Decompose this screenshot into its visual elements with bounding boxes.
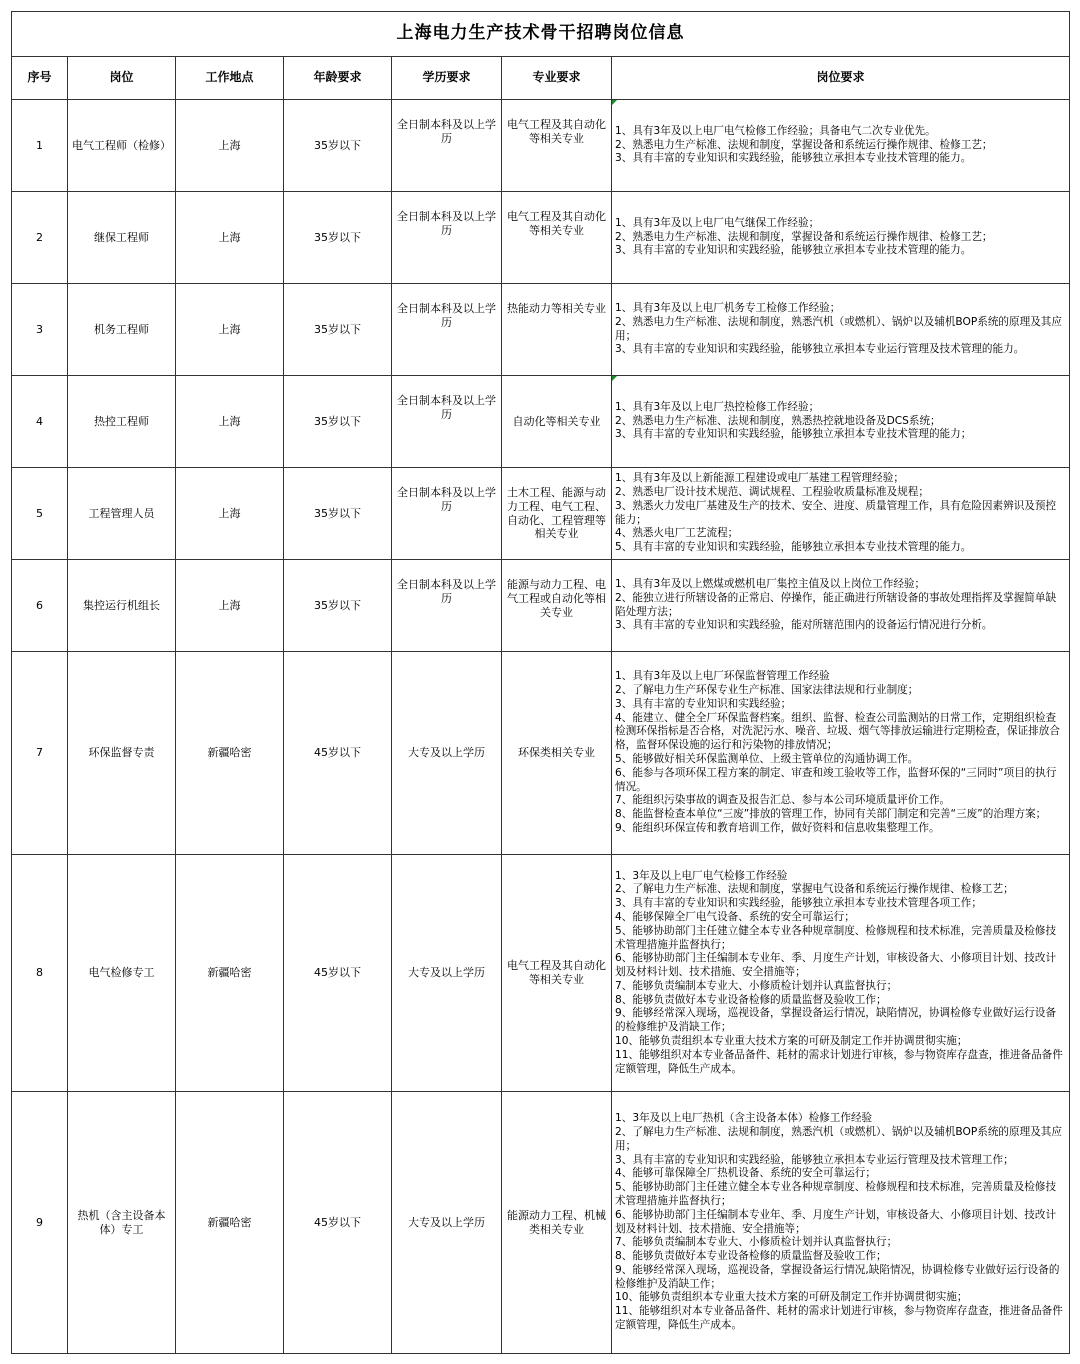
- row-education: 全日制本科及以上学历: [392, 100, 502, 192]
- table-row: [12, 1092, 1070, 1354]
- row-age: 35岁以下: [284, 100, 392, 192]
- row-education: 大专及以上学历: [392, 855, 502, 1092]
- row-location: 上海: [176, 100, 284, 192]
- row-requirements: [612, 855, 1070, 1092]
- header-row: [12, 57, 1070, 100]
- row-position: 热控工程师: [68, 376, 176, 468]
- row-position: 电气检修专工: [68, 855, 176, 1092]
- row-position: 集控运行机组长: [68, 560, 176, 652]
- table-row: [12, 100, 1070, 192]
- row-position: 热机（含主设备本体）专工: [68, 1092, 176, 1354]
- row-age: 35岁以下: [284, 284, 392, 376]
- requirements-text: 1、具有3年及以上电厂环保监督管理工作经验 2、了解电力生产环保专业生产标准、国家法律法规和行业制度； 3、具有丰富的专业知识和实践经验； 4、能建立、健全全厂环保监督档案。组织、监督、检查公司监测站的日常工作，定期组织检查检测环保指标是否合格，对洗泥污水、噪音、垃圾、烟气等排放运输进行定期检查，保证排放合格，监督环保设施的运行和污染物的排放情况； 5、能够做好相关环保监测单位、上级主管单位的沟通协调工作。 6、能参与各项环保工程方案的制定、审查和竣工验收等工作，监督环保的“三同时”项目的执行情况。 7、能组织污染事故的调查及报告汇总、参与本公司环境质量评价工作。 8、能监督检查本单位“三废”排放的管理工作，协同有关部门制定和完善“三废”的治理方案； 9、能组织环保宣传和教育培训工作，做好资料和信息收集整理工作。: [615, 670, 1060, 834]
- row-education: 大专及以上学历: [392, 652, 502, 855]
- row-age: 35岁以下: [284, 192, 392, 284]
- row-position: 工程管理人员: [68, 468, 176, 560]
- row-no: 7: [12, 652, 68, 855]
- header-education: 学历要求: [392, 57, 502, 100]
- row-position: 电气工程师（检修）: [68, 100, 176, 192]
- row-location: 新疆哈密: [176, 1092, 284, 1354]
- row-education: 全日制本科及以上学历: [392, 468, 502, 560]
- row-requirements: [612, 284, 1070, 376]
- page-title: 上海电力生产技术骨干招聘岗位信息: [12, 12, 1070, 57]
- header-location: 工作地点: [176, 57, 284, 100]
- row-education: 全日制本科及以上学历: [392, 192, 502, 284]
- row-requirements: [612, 652, 1070, 855]
- requirements-text: 1、3年及以上电厂电气检修工作经验 2、了解电力生产标准、法规和制度，掌握电气设备和系统运行操作规律、检修工艺； 3、具有丰富的专业知识和实践经验，能够独立承担本专业技术管理各项工作； 4、能够保障全厂电气设备、系统的安全可靠运行； 5、能够协助部门主任建立健全本专业各种规章制度、检修规程和技术标准，完善质量及检修技术管理措施并监督执行； 6、能够协助部门主任编制本专业年、季、月度生产计划，审核设备大、小修项目计划、技改计划及材料计划、技术措施、安全措施等； 7、能够负责编制本专业大、小修质检计划并认真监督执行； 8、能够负责做好本专业设备检修的质量监督及验收工作； 9、能够经常深入现场，巡视设备，掌握设备运行情况，缺陷情况，协调检修专业做好运行设备的检修维护及消缺工作； 10、能够负责组织本专业重大技术方案的可研及制定工作并协调贯彻实施； 11、能够组织对本专业备品备件、耗材的需求计划进行审核，参与物资库存盘查，推进备品备件定额管理，降低生产成本。: [615, 869, 1063, 1075]
- header-requirements: 岗位要求: [612, 57, 1070, 100]
- requirements-text: 1、具有3年及以上燃煤或燃机电厂集控主值及以上岗位工作经验； 2、能独立进行所辖设备的正常启、停操作，能正确进行所辖设备的事故处理指挥及掌握简单缺陷处理方法； 3、具有丰富的专业知识和实践经验，能对所辖范围内的设备运行情况进行分析。: [615, 577, 1057, 632]
- row-no: 1: [12, 100, 68, 192]
- row-location: 上海: [176, 560, 284, 652]
- row-requirements: [612, 560, 1070, 652]
- header-age: 年龄要求: [284, 57, 392, 100]
- row-no: 9: [12, 1092, 68, 1354]
- requirements-text: 1、具有3年及以上电厂热控检修工作经验； 2、熟悉电力生产标准、法规和制度，熟悉热控就地设备及DCS系统； 3、具有丰富的专业知识和实践经验，能够独立承担本专业技术管理的能力；: [615, 400, 972, 441]
- table-row: [12, 560, 1070, 652]
- row-location: 新疆哈密: [176, 652, 284, 855]
- row-requirements: [612, 192, 1070, 284]
- header-no: 序号: [12, 57, 68, 100]
- comment-marker: [612, 376, 617, 381]
- comment-marker: [612, 100, 617, 105]
- requirements-text: 1、具有3年及以上电厂电气继保工作经验； 2、熟悉电力生产标准、法规和制度，掌握设备和系统运行操作规律、检修工艺； 3、具有丰富的专业知识和实践经验，能够独立承担本专业技术管理的能力。: [615, 216, 993, 257]
- row-age: 35岁以下: [284, 560, 392, 652]
- row-requirements: [612, 100, 1070, 192]
- table-row: [12, 192, 1070, 284]
- row-major: 自动化等相关专业: [502, 376, 612, 468]
- row-position: 继保工程师: [68, 192, 176, 284]
- row-education: 全日制本科及以上学历: [392, 284, 502, 376]
- row-age: 35岁以下: [284, 376, 392, 468]
- row-age: 45岁以下: [284, 652, 392, 855]
- row-location: 上海: [176, 192, 284, 284]
- row-position: 环保监督专责: [68, 652, 176, 855]
- row-education: 全日制本科及以上学历: [392, 376, 502, 468]
- row-major: 电气工程及其自动化等相关专业: [502, 100, 612, 192]
- requirements-text: 1、具有3年及以上新能源工程建设或电厂基建工程管理经验； 2、熟悉电厂设计技术规范、调试规程、工程验收质量标准及规程； 3、熟悉火力发电厂基建及生产的技术、安全、进度、质量管理工作，具有危险因素辨识及预控能力； 4、熟悉火电厂工艺流程； 5、具有丰富的专业知识和实践经验，能够独立承担本专业技术管理的能力。: [615, 472, 1057, 554]
- row-major: 能源动力工程、机械类相关专业: [502, 1092, 612, 1354]
- row-education: 全日制本科及以上学历: [392, 560, 502, 652]
- title-row: [12, 12, 1070, 57]
- recruitment-table: [11, 11, 1070, 1354]
- table-row: [12, 284, 1070, 376]
- row-no: 8: [12, 855, 68, 1092]
- row-location: 上海: [176, 284, 284, 376]
- table-row: [12, 855, 1070, 1092]
- row-location: 上海: [176, 376, 284, 468]
- row-major: 土木工程、能源与动力工程、电气工程、自动化、工程管理等相关专业: [502, 468, 612, 560]
- row-education: 大专及以上学历: [392, 1092, 502, 1354]
- table-row: [12, 652, 1070, 855]
- row-major: 能源与动力工程、电气工程或自动化等相关专业: [502, 560, 612, 652]
- row-no: 2: [12, 192, 68, 284]
- requirements-text: 1、具有3年及以上电厂电气检修工作经验；具备电气二次专业优先。 2、熟悉电力生产标准、法规和制度，掌握设备和系统运行操作规律、检修工艺； 3、具有丰富的专业知识和实践经验，能够独立承担本专业技术管理的能力。: [615, 124, 993, 165]
- row-age: 35岁以下: [284, 468, 392, 560]
- row-age: 45岁以下: [284, 855, 392, 1092]
- row-no: 3: [12, 284, 68, 376]
- row-location: 新疆哈密: [176, 855, 284, 1092]
- recruitment-sheet: [11, 11, 1069, 1354]
- row-major: 环保类相关专业: [502, 652, 612, 855]
- table-row: [12, 376, 1070, 468]
- row-age: 45岁以下: [284, 1092, 392, 1354]
- header-major: 专业要求: [502, 57, 612, 100]
- row-position: 机务工程师: [68, 284, 176, 376]
- row-no: 6: [12, 560, 68, 652]
- row-requirements: [612, 1092, 1070, 1354]
- header-position: 岗位: [68, 57, 176, 100]
- row-no: 5: [12, 468, 68, 560]
- row-major: 电气工程及其自动化等相关专业: [502, 192, 612, 284]
- requirements-text: 1、3年及以上电厂热机（含主设备本体）检修工作经验 2、了解电力生产标准、法规和制度，熟悉汽机（或燃机）、锅炉以及辅机BOP系统的原理及其应用； 3、具有丰富的专业知识和实践经验，能够独立承担本专业运行管理及技术管理工作； 4、能够可靠保障全厂热机设备、系统的安全可靠运行； 5、能够协助部门主任建立健全本专业各种规章制度、检修规程和技术标准，完善质量及检修技术管理措施并监督执行； 6、能够协助部门主任编制本专业年、季、月度生产计划，审核设备大、小修项目计划、技改计划及材料计划、技术措施、安全措施等； 7、能够负责编制本专业大、小修质检计划并认真监督执行； 8、能够负责做好本专业设备检修的质量监督及验收工作； 9、能够经常深入现场，巡视设备，掌握设备运行情况,缺陷情况，协调检修专业做好运行设备的检修维护及消缺工作； 10、能够负责组织本专业重大技术方案的可研及制定工作并协调贯彻实施； 11、能够组织对本专业备品备件、耗材的需求计划进行审核，参与物资库存盘查，推进备品备件定额管理，降低生产成本。: [615, 1112, 1063, 1332]
- row-requirements: [612, 376, 1070, 468]
- requirements-text: 1、具有3年及以上电厂机务专工检修工作经验； 2、熟悉电力生产标准、法规和制度，熟悉汽机（或燃机）、锅炉以及辅机BOP系统的原理及其应用； 3、具有丰富的专业知识和实践经验，能够独立承担本专业运行管理及技术管理的能力。: [615, 301, 1062, 356]
- row-major: 电气工程及其自动化等相关专业: [502, 855, 612, 1092]
- row-major: 热能动力等相关专业: [502, 284, 612, 376]
- table-row: [12, 468, 1070, 560]
- row-requirements: [612, 468, 1070, 560]
- row-no: 4: [12, 376, 68, 468]
- row-location: 上海: [176, 468, 284, 560]
